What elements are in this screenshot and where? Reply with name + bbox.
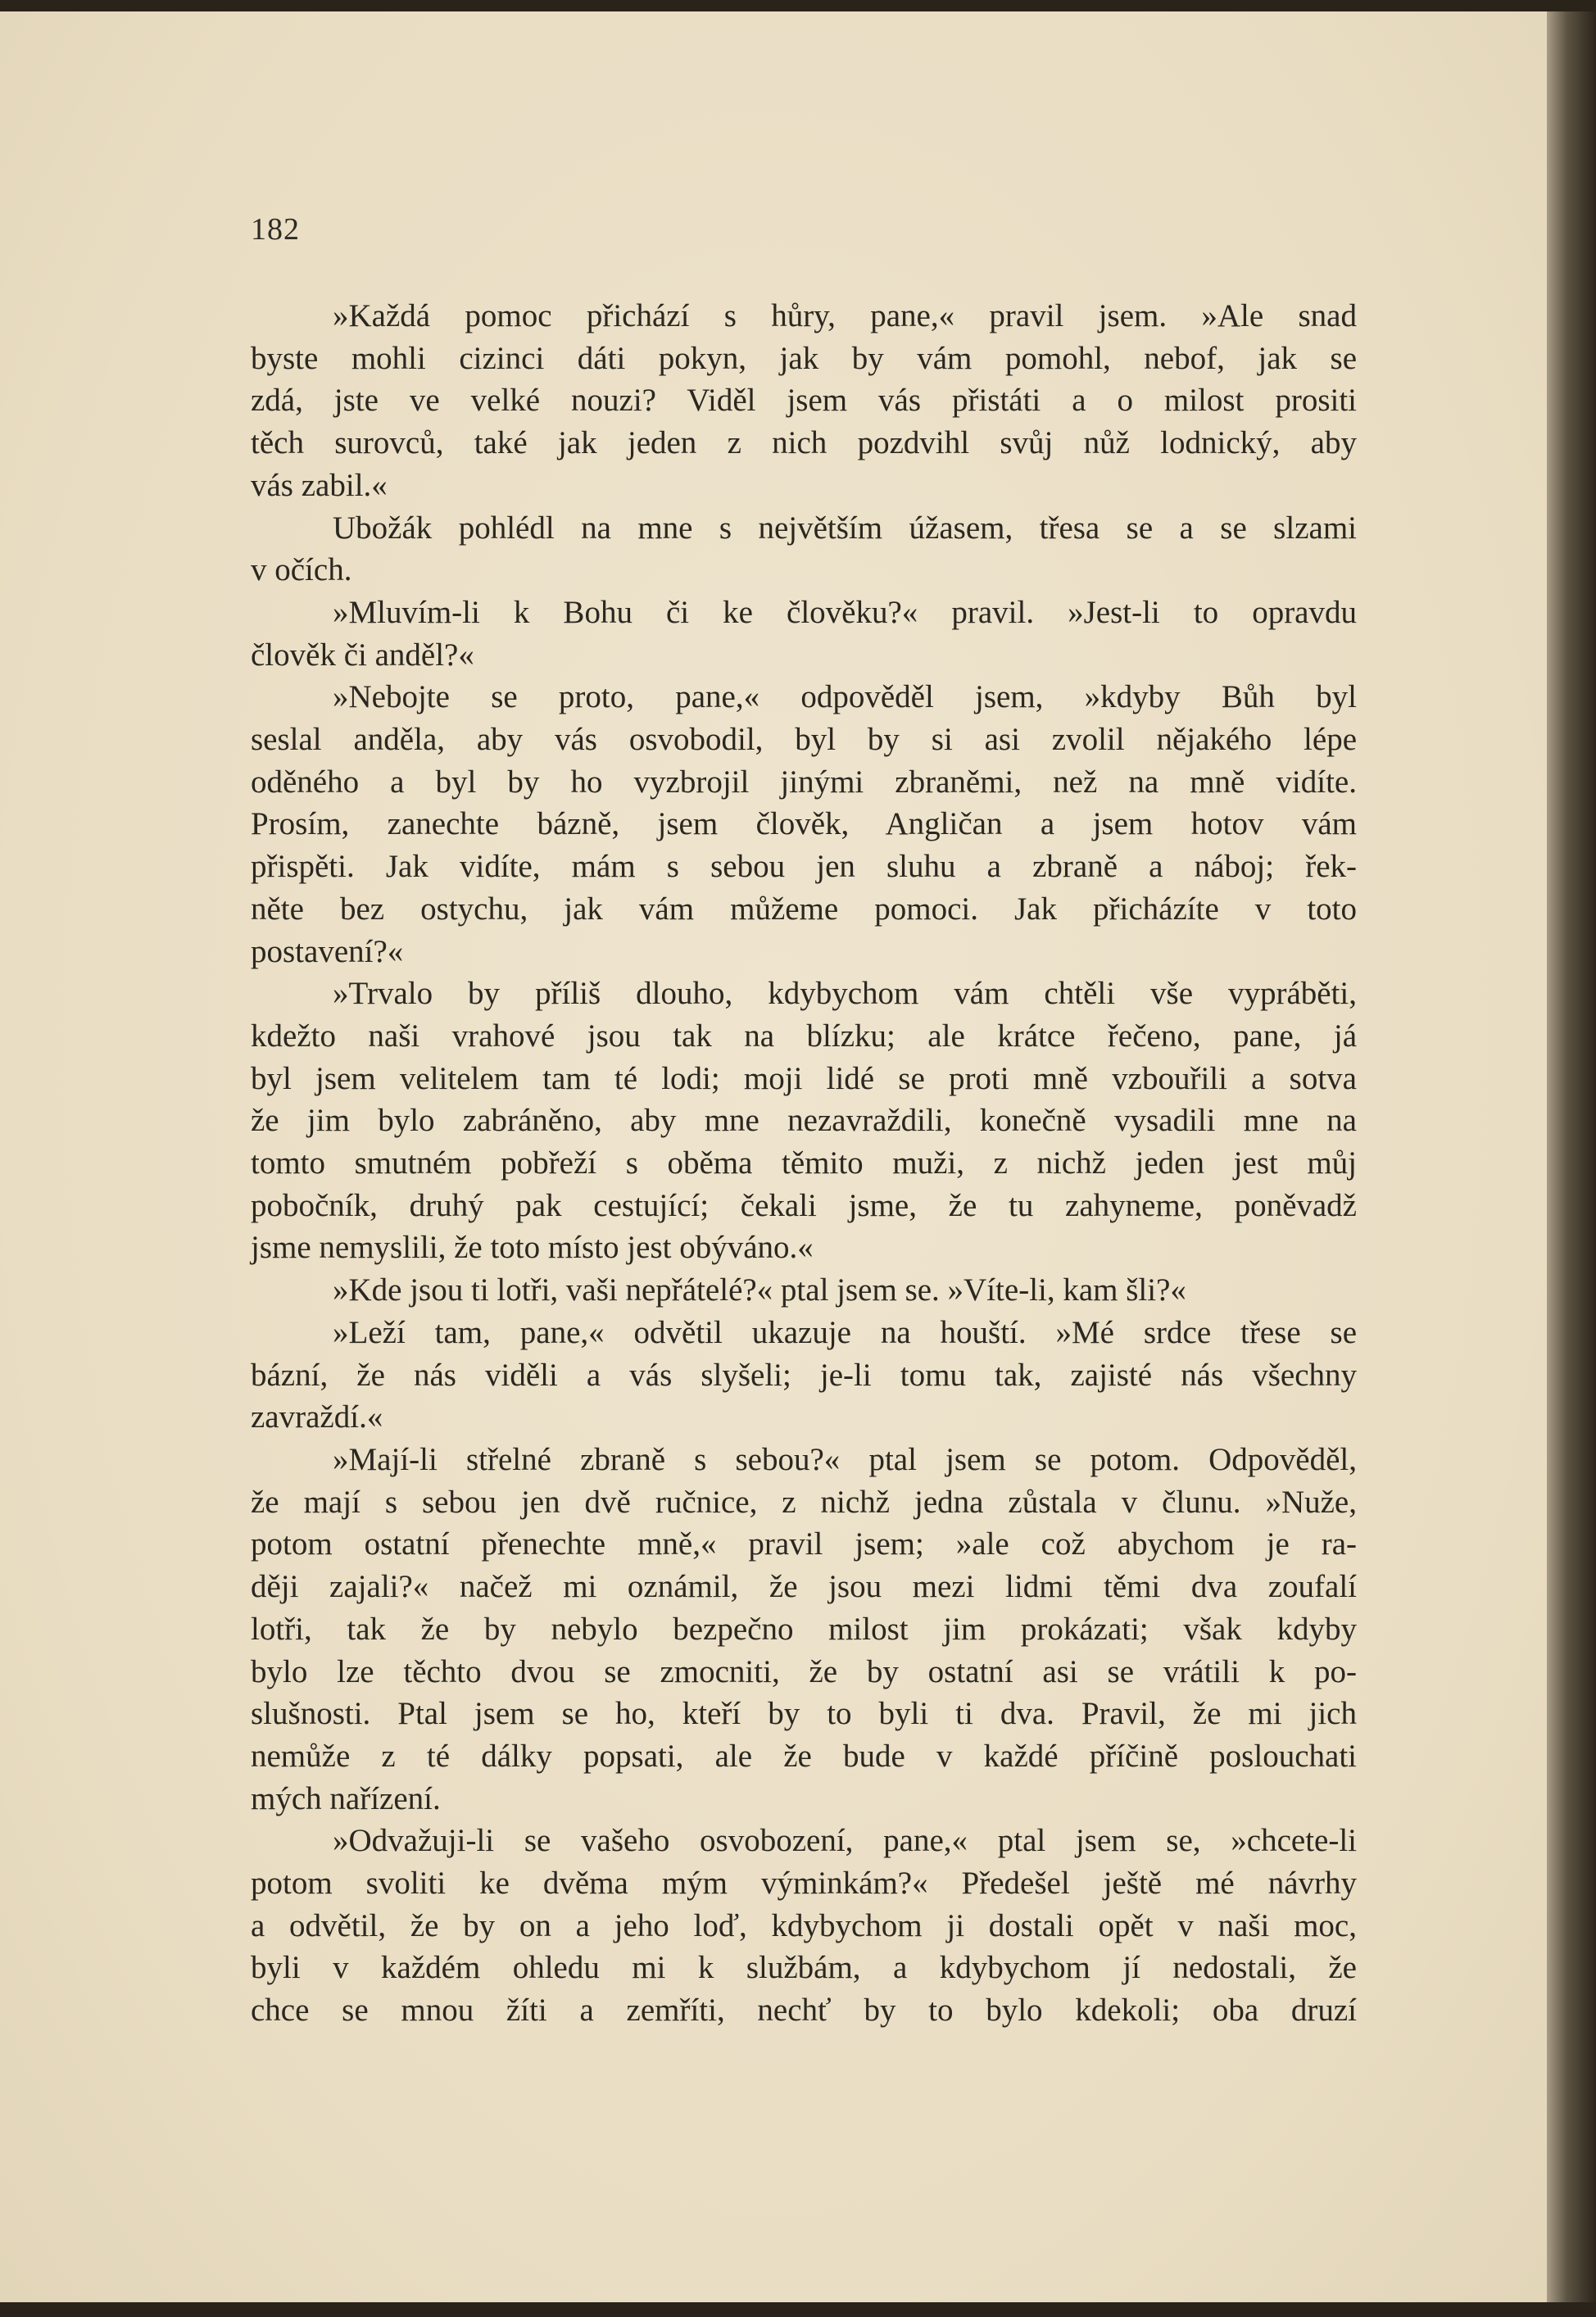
body-text bbox=[251, 295, 1357, 2032]
text-line: nemůže z té dálky popsati, ale že bude v každé příčině poslouchati bbox=[251, 1738, 1357, 1774]
text-line: oděného a byl by ho vyzbrojil jinými zbraněmi, než na mně vidíte. bbox=[251, 764, 1357, 800]
text-line: chce se mnou žíti a zemříti, nechť by to bylo kdekoli; oba druzí bbox=[251, 1993, 1357, 2029]
text-line: tomto smutném pobřeží s oběma těmito muži, z nichž jeden jest můj bbox=[251, 1145, 1357, 1181]
paragraph bbox=[251, 507, 1357, 592]
paragraph bbox=[251, 592, 1357, 676]
text-line: postavení?« bbox=[251, 933, 404, 969]
text-line: »Každá pomoc přichází s hůry, pane,« pravil jsem. »Ale snad bbox=[333, 298, 1357, 333]
text-line: zavraždí.« bbox=[251, 1399, 383, 1435]
page-edge-bottom bbox=[0, 2302, 1596, 2317]
text-line: Prosím, zanechte bázně, jsem člověk, Angličan a jsem hotov vám bbox=[251, 806, 1357, 842]
text-line: že mají s sebou jen dvě ručnice, z nichž jedna zůstala v člunu. »Nuže, bbox=[251, 1484, 1357, 1520]
paragraph bbox=[251, 1312, 1357, 1439]
text-line: »Mají-li střelné zbraně s sebou?« ptal jsem se potom. Odpověděl, bbox=[333, 1441, 1357, 1477]
text-line: přispěti. Jak vidíte, mám s sebou jen sluhu a zbraně a náboj; řek- bbox=[251, 849, 1357, 885]
text-line: »Odvažuji-li se vašeho osvobození, pane,« ptal jsem se, »chcete-li bbox=[333, 1823, 1357, 1859]
text-line: potom ostatní přenechte mně,« pravil jsem; »ale což abychom je ra- bbox=[251, 1526, 1357, 1562]
text-line: vás zabil.« bbox=[251, 467, 388, 503]
text-line: byste mohli cizinci dáti pokyn, jak by vám pomohl, nebof, jak se bbox=[251, 340, 1357, 376]
text-line: kdežto naši vrahové jsou tak na blízku; ale krátce řečeno, pane, já bbox=[251, 1018, 1357, 1054]
text-line: »Leží tam, pane,« odvětil ukazuje na houští. »Mé srdce třese se bbox=[333, 1314, 1357, 1350]
text-line: v očích. bbox=[251, 552, 352, 588]
text-line: bázní, že nás viděli a vás slyšeli; je-li tomu tak, zajisté nás všechny bbox=[251, 1357, 1357, 1393]
page-edge-right bbox=[1547, 0, 1596, 2317]
page-number: 182 bbox=[251, 212, 300, 247]
text-line: byli v každém ohledu mi k službám, a kdybychom jí nedostali, že bbox=[251, 1950, 1357, 1986]
paragraph bbox=[251, 1439, 1357, 1820]
text-line: potom svoliti ke dvěma mým výminkám?« Předešel ještě mé návrhy bbox=[251, 1866, 1357, 1902]
text-line: lotři, tak že by nebylo bezpečno milost jim prokázati; však kdyby bbox=[251, 1611, 1357, 1647]
text-line: byl jsem velitelem tam té lodi; moji lidé se proti mně vzbouřili a sotva bbox=[251, 1060, 1357, 1096]
text-line: mých nařízení. bbox=[251, 1780, 441, 1816]
text-line: »Trvalo by příliš dlouho, kdybychom vám chtěli vše vypráběti, bbox=[333, 976, 1357, 1012]
text-line: a odvětil, že by on a jeho loď, kdybychom ji dostali opět v naši moc, bbox=[251, 1907, 1357, 1943]
paragraph bbox=[251, 676, 1357, 973]
paragraph bbox=[251, 1269, 1357, 1312]
text-line: »Mluvím-li k Bohu či ke člověku?« pravil. »Jest-li to opravdu bbox=[333, 594, 1357, 630]
text-line: pobočník, druhý pak cestující; čekali jsme, že tu zahyneme, poněvadž bbox=[251, 1187, 1357, 1223]
page-edge-top bbox=[0, 0, 1596, 11]
text-line: zdá, jste ve velké nouzi? Viděl jsem vás přistáti a o milost prositi bbox=[251, 383, 1357, 419]
text-line: že jim bylo zabráněno, aby mne nezavraždili, konečně vysadili mne na bbox=[251, 1103, 1357, 1139]
text-line: jsme nemyslili, že toto místo jest obýváno.« bbox=[251, 1230, 814, 1266]
text-line: člověk či anděl?« bbox=[251, 637, 474, 673]
text-line: Ubožák pohlédl na mne s největším úžasem, třesa se a se slzami bbox=[333, 510, 1357, 546]
text-line: bylo lze těchto dvou se zmocniti, že by ostatní asi se vrátili k po- bbox=[251, 1653, 1357, 1689]
text-line: »Nebojte se proto, pane,« odpověděl jsem, »kdyby Bůh byl bbox=[333, 679, 1357, 715]
paragraph bbox=[251, 973, 1357, 1269]
text-line: něte bez ostychu, jak vám můžeme pomoci. Jak přicházíte v toto bbox=[251, 891, 1357, 927]
paragraph bbox=[251, 1820, 1357, 2032]
text-line: »Kde jsou ti lotři, vaši nepřátelé?« ptal jsem se. »Víte-li, kam šli?« bbox=[333, 1272, 1186, 1308]
text-line: ději zajali?« načež mi oznámil, že jsou mezi lidmi těmi dva zoufalí bbox=[251, 1569, 1357, 1605]
text-line: těch surovců, také jak jeden z nich pozdvihl svůj nůž lodnický, aby bbox=[251, 425, 1357, 461]
text-line: slušnosti. Ptal jsem se ho, kteří by to byli ti dva. Pravil, že mi jich bbox=[251, 1696, 1357, 1732]
text-line: seslal anděla, aby vás osvobodil, byl by si asi zvolil nějakého lépe bbox=[251, 722, 1357, 758]
paragraph bbox=[251, 295, 1357, 507]
